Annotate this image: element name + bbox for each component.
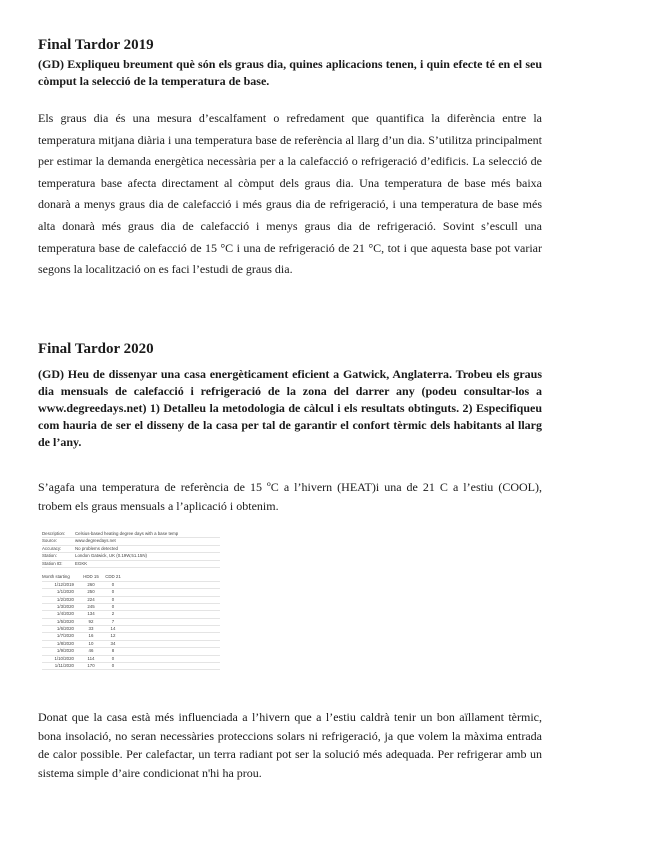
table-row — [42, 663, 220, 670]
meta-key: Station ID: — [42, 560, 63, 566]
table-header-row — [42, 574, 220, 581]
meta-row — [42, 531, 220, 538]
table-row — [42, 633, 220, 640]
cell-hdd: 250 — [87, 589, 95, 595]
meta-key: Accuracy: — [42, 545, 62, 551]
cell-cdd: 0 — [111, 663, 115, 669]
header-hdd: HDD 15 — [83, 574, 99, 580]
meta-value: EGKK — [75, 560, 88, 566]
degree-days-table — [42, 531, 220, 670]
cell-cdd: 7 — [111, 618, 115, 624]
meta-key: Station: — [42, 553, 57, 559]
cell-cdd: 0 — [111, 596, 115, 602]
meta-key: Description: — [42, 531, 66, 536]
cell-cdd: 2 — [111, 611, 115, 617]
cell-hdd: 114 — [87, 655, 95, 661]
meta-value: London Gatwick, UK (0.19W,51.15N) — [75, 553, 147, 559]
header-cdd: CDD 21 — [105, 574, 121, 580]
table-row — [42, 641, 220, 648]
meta-row — [42, 561, 220, 568]
table-row — [42, 582, 220, 589]
section-title-2019: Final Tardor 2019 — [38, 37, 154, 53]
cell-hdd: 46 — [88, 648, 94, 654]
cell-month: 1/6/2020 — [56, 626, 74, 632]
cell-cdd: 0 — [111, 603, 115, 609]
cell-cdd: 8 — [111, 648, 115, 654]
cell-month: 1/3/2020 — [56, 603, 74, 609]
meta-row — [42, 538, 220, 545]
cell-month: 1/10/2020 — [54, 655, 74, 661]
table-row — [42, 597, 220, 604]
cell-month: 1/1/2020 — [56, 589, 74, 595]
cell-month: 1/5/2020 — [56, 618, 74, 624]
cell-hdd: 224 — [87, 596, 95, 602]
question-2019: (GD) Expliqueu breument què són els graus dia, quines aplicacions tenen, i quin efecte té en el seu còmput la selecció de la temperatura de base. — [38, 57, 542, 88]
meta-row — [42, 546, 220, 553]
cell-cdd: 12 — [110, 633, 116, 639]
cell-hdd: 245 — [87, 603, 95, 609]
table-row — [42, 611, 220, 618]
cell-hdd: 260 — [87, 581, 95, 587]
meta-value: No problems detected — [75, 545, 118, 551]
cell-hdd: 92 — [88, 618, 94, 624]
cell-cdd: 14 — [110, 626, 116, 632]
answer-2019: Els graus dia és una mesura d’escalfament o refredament que quantifica la diferència entre la temperatura mitjana diària i una temperatura base de referència al llarg d’un dia. S’utilitza principalment per estimar la demanda energètica necessària per a la calefacció o refrigeració d’edificis. La selecció de temperatura base afecta directament al còmput dels graus dia. Una temperatura de base més baixa donarà a menys graus dia de calefacció i més graus dia de refrigeració, i una temperatura de base més alta donarà més graus dia de calefacció i menys graus dia de refrigeració. Sovint s’escull una temperatura base de calefacció de 15 °C i una de refrigeració de 21 °C, tot i que aquesta base pot variar segons la localització on es faci l’estudi de graus dia. — [38, 111, 542, 277]
header-month: Month starting — [42, 574, 70, 580]
meta-value: Celsius-based heating degree days with a base temp — [75, 531, 179, 536]
cell-hdd: 170 — [87, 663, 95, 669]
cell-hdd: 16 — [88, 633, 94, 639]
question-2020: (GD) Heu de dissenyar una casa energèticament eficient a Gatwick, Anglaterra. Trobeu els graus dia mensuals de calefacció i refrigeració de la zona del darrer any (podeu consultar-los a www.degreedays.net) 1) Detalleu la metodologia de càlcul i els resultats obtinguts. 2) Especifiqueu com hauria de ser el disseny de la casa per tal de garantir el confort tèrmic dels habitants al llarg de l’any. — [38, 367, 542, 449]
cell-month: 1/8/2020 — [56, 640, 74, 646]
meta-value: www.degreedays.net — [75, 538, 116, 544]
section-title-2020: Final Tardor 2020 — [38, 341, 154, 357]
cell-cdd: 0 — [111, 589, 115, 595]
cell-cdd: 0 — [111, 655, 115, 661]
meta-row — [42, 553, 220, 560]
cell-month: 1/7/2020 — [56, 633, 74, 639]
cell-month: 1/2/2020 — [56, 596, 74, 602]
cell-cdd: 0 — [111, 581, 115, 587]
table-row — [42, 626, 220, 633]
cell-hdd: 10 — [88, 640, 94, 646]
table-row — [42, 604, 220, 611]
meta-key: Source: — [42, 538, 58, 544]
cell-month: 1/4/2020 — [56, 611, 74, 617]
table-row — [42, 656, 220, 663]
cell-month: 1/12/2019 — [54, 581, 74, 587]
cell-month: 1/9/2020 — [56, 648, 74, 654]
table-row — [42, 589, 220, 596]
cell-hdd: 33 — [88, 626, 94, 632]
table-row — [42, 648, 220, 655]
cell-month: 1/11/2020 — [54, 663, 74, 669]
answer-conclusion-2020: Donat que la casa està més influenciada a l’hivern que a l’estiu caldrà tenir un bon aïllament tèrmic, bona insolació, no seran necessàries proteccions solars ni refrigeració, ja que volem la màxima entrada de calor possible. Per calefactar, un terra radiant pot ser la solució més adequada. Per refrigerar amb un sistema simple d’aire condicionat n'hi ha prou. — [38, 710, 542, 780]
cell-hdd: 134 — [87, 611, 95, 617]
answer-intro-2020: S’agafa una temperatura de referència de 15 ºC a l’hivern (HEAT)i una de 21 C a l’estiu (COOL), trobem els graus mensuals a l’aplicació i obtenim. — [38, 480, 542, 513]
table-row — [42, 619, 220, 626]
cell-cdd: 34 — [110, 640, 116, 646]
